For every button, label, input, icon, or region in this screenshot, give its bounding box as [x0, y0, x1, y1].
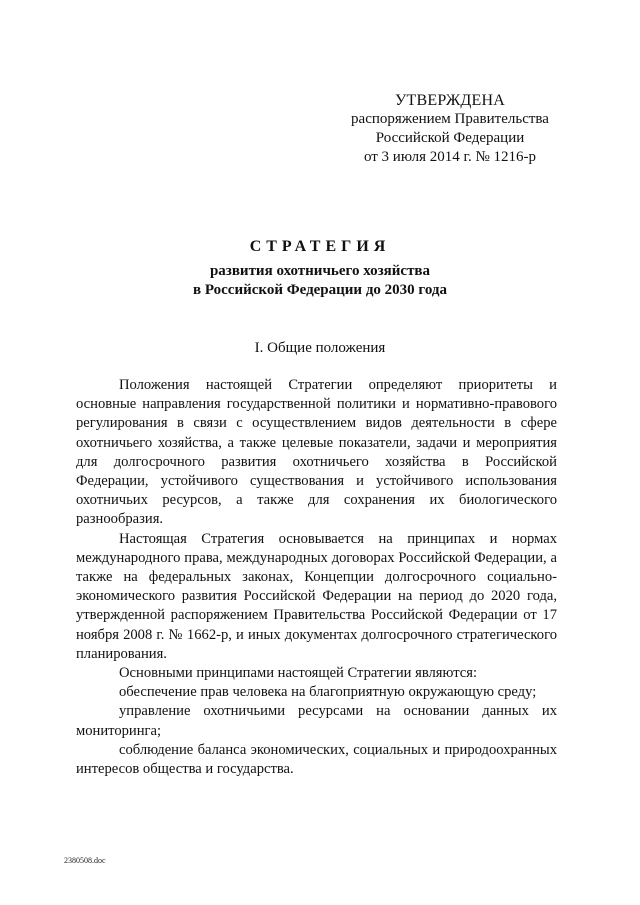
approval-title: УТВЕРЖДЕНА [394, 92, 505, 109]
approval-line: распоряжением Правительства [351, 111, 549, 127]
paragraph: Настоящая Стратегия основывается на принципах и нормах международного права, международных договорах Российской Федерации, а также на федеральных законах, Концепции долгосрочного социально-экономического развития Российской Федерации на период до 2020 года, утвержденной распоряжением Правительства Российской Федерации от 17 ноября 2008 г. № 1662-р, и иных документах долгосрочного стратегического планирования. [76, 530, 557, 662]
section-body [76, 376, 557, 779]
paragraph: обеспечение прав человека на благоприятную окружающую среду; [119, 684, 537, 701]
approval-line: Российской Федерации [375, 130, 525, 146]
document-subtitle [0, 262, 640, 300]
paragraph: управление охотничьими ресурсами на основании данных их мониторинга; [76, 703, 557, 739]
paragraph: соблюдение баланса экономических, социальных и природоохранных интересов общества и государства. [76, 741, 557, 778]
approval-stamp [330, 91, 570, 167]
document-title: СТРАТЕГИЯ [249, 238, 391, 255]
file-code: 2380508.doc [64, 856, 106, 865]
paragraph: Положения настоящей Стратегии определяют приоритеты и основные направления государственной политики и нормативно-правового регулирования в связи с осуществлением видов деятельности в сфере охотничьего хозяйства, а также целевые показатели, задачи и мероприятия для долгосрочного развития охотничьего хозяйства в Российской Федерации, устойчивого существования и устойчивого использования охотничьих ресурсов, а также для сохранения их биологического разнообразия. [76, 377, 557, 528]
paragraph: Основными принципами настоящей Стратегии являются: [119, 665, 478, 682]
approval-date-line: от 3 июля 2014 г. № 1216-р [363, 149, 537, 165]
section-heading: I. Общие положения [254, 340, 386, 356]
subtitle-line: развития охотничьего хозяйства [209, 263, 431, 279]
subtitle-line: в Российской Федерации до 2030 года [192, 282, 448, 298]
